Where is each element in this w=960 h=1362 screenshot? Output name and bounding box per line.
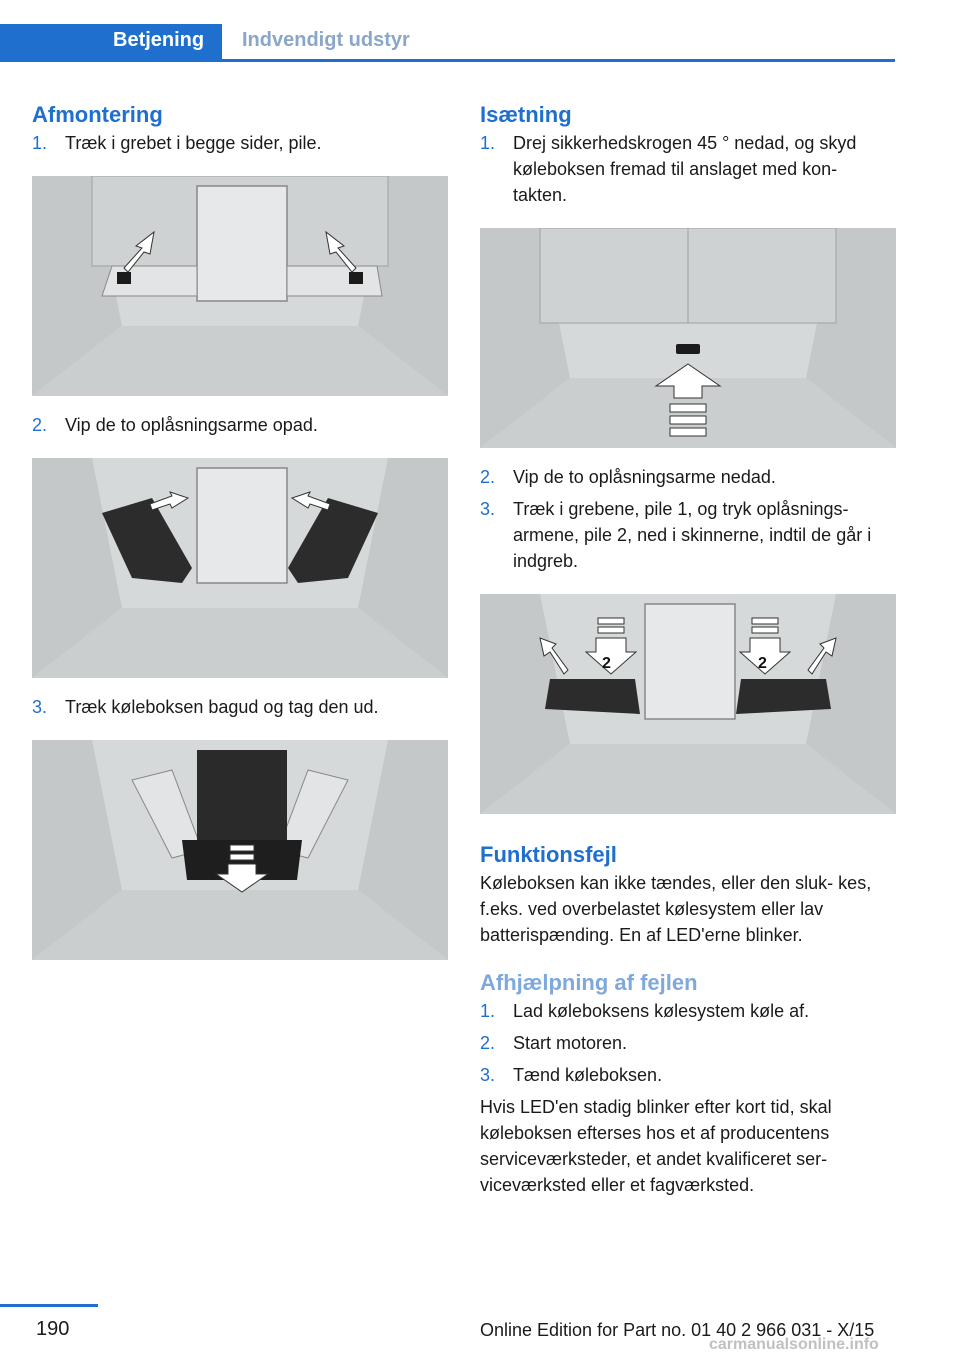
isaetning-steps — [480, 130, 896, 208]
figure-tilt-arms-up — [32, 458, 448, 678]
right-column — [480, 100, 896, 1198]
figure-pull-handles — [32, 176, 448, 396]
step-text: Lad køleboksens kølesystem køle af. — [513, 1001, 810, 1021]
afmontering-steps — [32, 130, 448, 156]
step-text: Træk i grebet i begge sider, pile. — [65, 133, 322, 153]
list-item — [480, 464, 896, 490]
step-number: 2. — [480, 1033, 496, 1053]
figure-label-2-left: 2 — [602, 655, 611, 672]
list-item — [480, 1030, 896, 1056]
step-number: 1. — [480, 133, 496, 153]
figure-remove-coolbox — [32, 740, 448, 960]
afmontering-steps-3 — [32, 694, 448, 720]
heading-afmontering: Afmontering — [32, 102, 163, 127]
remedy-description: Hvis LED'en stadig blinker efter kort tid, skal køleboksen efterses hos et af producentens serviceværksteder, et andet kvalificeret ser‐ viceværksted eller et fagværksted. — [480, 1097, 832, 1195]
list-item — [32, 694, 448, 720]
list-item — [480, 130, 896, 208]
remedy-steps — [480, 998, 896, 1088]
step-text: Vip de to oplåsningsarme nedad. — [513, 467, 776, 487]
heading-funktionsfejl: Funktionsfejl — [480, 842, 617, 867]
page-number: 190 — [36, 1318, 70, 1340]
figure-label-2-right: 2 — [758, 655, 767, 672]
step-number: 3. — [480, 499, 496, 519]
heading-isaetning: Isætning — [480, 102, 572, 127]
watermark: carmanualsonline.info — [709, 1336, 879, 1353]
footer-rule — [0, 1304, 98, 1307]
tab-indvendigt-udstyr[interactable]: Indvendigt udstyr — [242, 29, 410, 51]
afmontering-steps-2 — [32, 412, 448, 438]
step-number: 3. — [480, 1065, 496, 1085]
step-number: 1. — [480, 1001, 496, 1021]
list-item — [32, 412, 448, 438]
step-number: 2. — [480, 467, 496, 487]
list-item — [480, 1062, 896, 1088]
figure-press-arms-down — [480, 594, 896, 814]
list-item — [480, 998, 896, 1024]
step-text: Træk i grebene, pile 1, og tryk oplåsnings‐ armene, pile 2, ned i skinnerne, indtil de går i indgreb. — [513, 499, 872, 571]
figure-insert-coolbox — [480, 228, 896, 448]
step-text: Vip de to oplåsningsarme opad. — [65, 415, 318, 435]
left-column — [32, 100, 448, 976]
list-item — [480, 496, 896, 574]
step-number: 2. — [32, 415, 48, 435]
step-text: Drej sikkerhedskrogen 45 ° nedad, og skyd køleboksen fremad til anslaget med kon‐ takten. — [513, 133, 857, 205]
heading-afhjaelpning: Afhjælpning af fejlen — [480, 970, 698, 995]
step-text: Start motoren. — [513, 1033, 628, 1053]
edition-note: Online Edition for Part no. 01 40 2 966 031 - X/15 — [480, 1320, 875, 1340]
step-text: Træk køleboksen bagud og tag den ud. — [65, 697, 379, 717]
list-item — [32, 130, 448, 156]
step-number: 1. — [32, 133, 48, 153]
step-number: 3. — [32, 697, 48, 717]
step-text: Tænd køleboksen. — [513, 1065, 663, 1085]
fault-description: Køleboksen kan ikke tændes, eller den sluk‐ kes, f.eks. ved overbelastet kølesystem eller lav batterispænding. En af LED'erne blinker. — [480, 873, 872, 945]
header-tabbar — [0, 24, 895, 62]
tab-betjening[interactable]: Betjening — [0, 24, 222, 59]
isaetning-steps-2 — [480, 464, 896, 574]
